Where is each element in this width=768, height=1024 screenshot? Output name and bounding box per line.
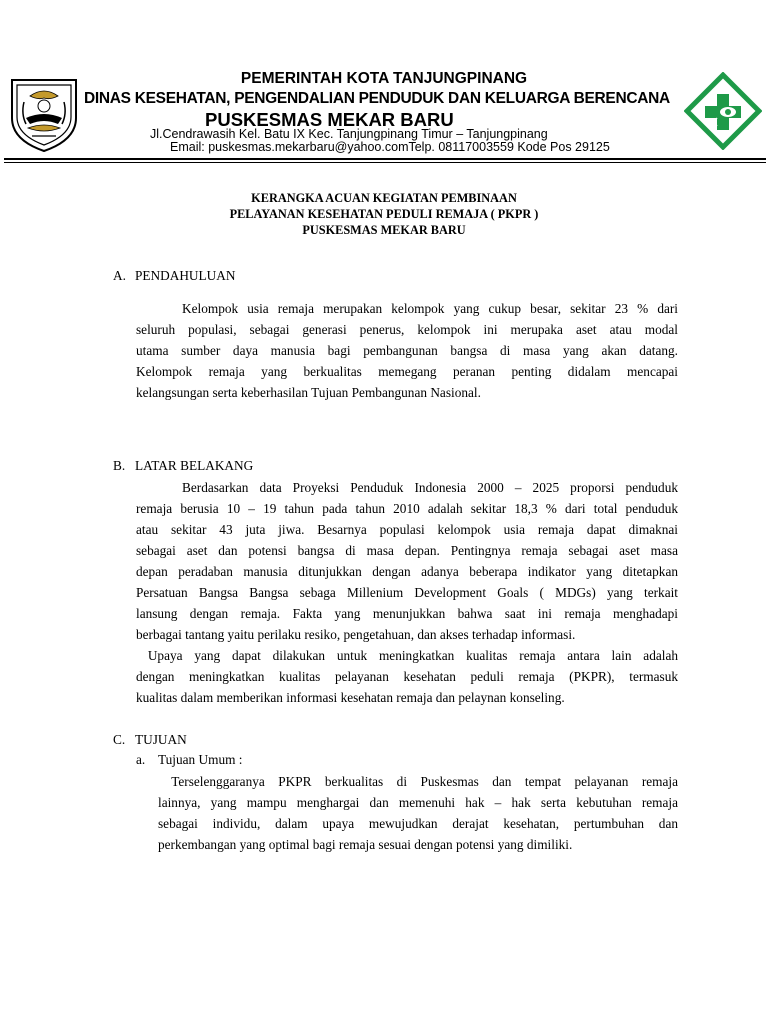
paragraph-line: Berdasarkan data Proyeksi Penduduk Indonesia 2000 – 2025 proporsi penduduk xyxy=(182,480,678,495)
paragraph-line: berbagai tantang yaitu perilaku resiko, pengetahuan, dan akses terhadap informasi. xyxy=(136,627,576,642)
department-name: DINAS KESEHATAN, PENGENDALIAN PENDUDUK DAN KELUARGA BERENCANA xyxy=(84,90,670,107)
section-b-number: B. xyxy=(113,458,126,473)
paragraph-line: lansung dengan remaja. Fakta yang menunjukkan bahwa saat ini remaja menghadapi xyxy=(136,606,678,621)
section-c-subheading xyxy=(136,752,242,768)
section-a-paragraph xyxy=(136,298,678,403)
paragraph-line: depan peradaban manusia ditunjukkan dengan adanya beberapa indikator yang ditetapkan xyxy=(136,564,678,579)
section-c-number: C. xyxy=(113,732,126,747)
letterhead-divider xyxy=(4,158,766,160)
paragraph-line: utama sumber daya manusia bagi pembangunan bangsa di masa yang akan datang. xyxy=(136,343,678,358)
section-c-title: TUJUAN xyxy=(135,732,187,747)
paragraph-line: Kelompok usia remaja merupakan kelompok yang cukup besar, sekitar 23 % dari xyxy=(182,301,678,316)
institution-name: PUSKESMAS MEKAR BARU xyxy=(205,109,454,130)
paragraph-line: sebagai individu, dalam upaya mewujudkan derajat kesehatan, pertumbuhan dan xyxy=(158,816,678,831)
paragraph-line: atau sekitar 43 juta jiwa. Besarnya populasi kelompok usia remaja dapat dimaknai xyxy=(136,522,678,537)
paragraph-line: remaja berusia 10 – 19 tahun pada tahun 2010 adalah sekitar 18,3 % dari total penduduk xyxy=(136,501,678,516)
paragraph-line: kelangsungan serta keberhasilan Tujuan Pembangunan Nasional. xyxy=(136,385,481,400)
paragraph-line: seluruh populasi, sebagai generasi penerus, kelompok ini merupaka aset atau modal xyxy=(136,322,678,337)
section-c-heading xyxy=(113,732,187,748)
subsection-number: a. xyxy=(136,752,146,767)
subsection-title: Tujuan Umum : xyxy=(158,752,243,767)
paragraph-line: Kelompok remaja yang berkualitas memegang peranan penting didalam mencapai xyxy=(136,364,678,379)
paragraph-line: Terselenggaranya PKPR berkualitas di Puskesmas dan tempat pelayanan remaja xyxy=(158,774,678,789)
section-b-title: LATAR BELAKANG xyxy=(135,458,254,473)
paragraph-line: sebagai aset dan potensi bangsa di masa depan. Pentingnya remaja sebagai aset masa xyxy=(136,543,678,558)
paragraph-line: perkembangan yang optimal bagi remaja sesuai dengan potensi yang dimiliki. xyxy=(158,837,573,852)
letterhead-divider-thin xyxy=(4,162,766,163)
address-line: Jl.Cendrawasih Kel. Batu IX Kec. Tanjungpinang Timur – Tanjungpinang xyxy=(150,127,548,141)
doc-title-line-3: PUSKESMAS MEKAR BARU xyxy=(302,223,466,237)
paragraph-line: lainnya, yang mampu menghargai dan memenuhi hak – hak serta kebutuhan remaja xyxy=(158,795,678,810)
section-a-number: A. xyxy=(113,268,126,283)
paragraph-line: dengan meningkatkan kualitas pelayanan kesehatan peduli remaja (PKPR), termasuk xyxy=(136,669,678,684)
section-a-title: PENDAHULUAN xyxy=(135,268,236,283)
section-a-heading xyxy=(113,268,235,284)
section-b-heading xyxy=(113,458,253,474)
paragraph-line: kualitas dalam memberikan informasi kesehatan remaja dan pelaynan konseling. xyxy=(136,690,565,705)
paragraph-line: Upaya yang dapat dilakukan untuk meningkatkan kualitas remaja antara lain adalah xyxy=(136,648,678,663)
doc-title-line-1: KERANGKA ACUAN KEGIATAN PEMBINAAN xyxy=(251,191,517,205)
contact-line: Email: puskesmas.mekarbaru@yahoo.comTelp. 08117003559 Kode Pos 29125 xyxy=(170,140,610,154)
paragraph-line: Persatuan Bangsa Bangsa sebaga Millenium Development Goals ( MDGs) yang terkait xyxy=(136,585,678,600)
government-name: PEMERINTAH KOTA TANJUNGPINANG xyxy=(240,70,528,87)
section-b-paragraph xyxy=(136,477,678,708)
doc-title-line-2: PELAYANAN KESEHATAN PEDULI REMAJA ( PKPR ) xyxy=(229,207,539,221)
section-c-paragraph xyxy=(158,771,678,855)
